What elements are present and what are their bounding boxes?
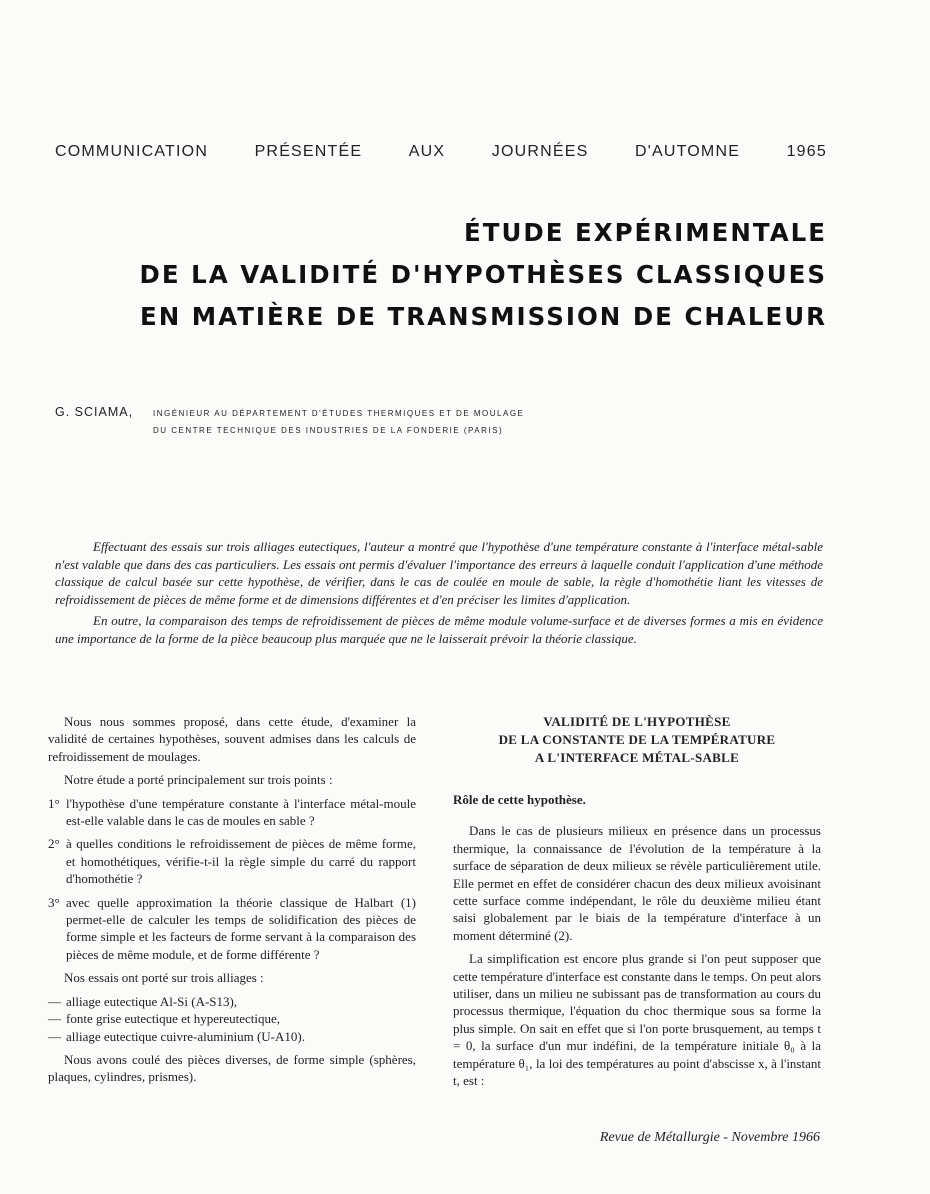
list-item [48, 835, 416, 887]
section-title-line: VALIDITÉ DE L'HYPOTHÈSE [543, 714, 731, 729]
author-name: G. SCIAMA, [55, 405, 134, 419]
closing-paragraph: Nous avons coulé des pièces diverses, de forme simple (sphères, plaques, cylindres, prismes). [48, 1051, 416, 1085]
subsection-title: Rôle de cette hypothèse. [453, 792, 586, 807]
author-block [55, 403, 575, 437]
list-text: l'hypothèse d'une température constante à l'interface métal-moule est-elle valable dans le cas de moules en sable ? [66, 795, 416, 829]
title-line: EN MATIÈRE DE TRANSMISSION DE CHALEUR [139, 302, 827, 331]
points-intro: Notre étude a porté principalement sur trois points : [64, 772, 333, 788]
list-item [48, 993, 416, 1010]
author-affiliation-line: INGÉNIEUR AU DÉPARTEMENT D'ÉTUDES THERMIQUES ET DE MOULAGE [153, 409, 525, 418]
list-item [48, 1028, 416, 1045]
intro-paragraph: Nous nous sommes proposé, dans cette étude, d'examiner la validité de certaines hypothèses, souvent admises dans les calculs de refroidissement de moulages. [48, 714, 416, 764]
body-paragraph: Dans le cas de plusieurs milieux en présence dans un processus thermique, la connaissance de l'évolution de la température à la surface de séparation de deux milieux se révèle particulièrement utile. Elle permet en effet de considérer chacun des deux milieux avoisinant cette surface comme indépendant, le rôle du deuxième milieu étant saisi globalement par le biais de la température d'interface à un moment déterminé (2). [453, 823, 821, 943]
list-dash: — [48, 1011, 61, 1027]
communication-word: AUX [408, 143, 446, 160]
abstract-paragraph: En outre, la comparaison des temps de refroidissement de pièces de même module volume-surface et de diverses formes a mis en évidence une importance de la forme de la pièce beaucoup plus marquée que ne le laisserait prévoir la théorie classique. [55, 613, 823, 646]
right-column [453, 713, 821, 1096]
author-affiliation-line: DU CENTRE TECHNIQUE DES INDUSTRIES DE LA FONDERIE (PARIS) [153, 426, 504, 435]
list-item [48, 1010, 416, 1027]
communication-word: 1965 [786, 143, 827, 160]
left-column [48, 713, 416, 1092]
list-number: 2° [48, 836, 60, 852]
list-text: alliage eutectique cuivre-aluminium (U-A10). [66, 1028, 305, 1044]
abstract [55, 538, 823, 652]
title-line: DE LA VALIDITÉ D'HYPOTHÈSES CLASSIQUES [139, 260, 827, 289]
alloys-intro: Nos essais ont porté sur trois alliages : [64, 970, 264, 986]
list-item [48, 894, 416, 964]
article-title [140, 212, 827, 338]
communication-word: JOURNÉES [491, 143, 589, 160]
list-text: fonte grise eutectique et hypereutectique, [66, 1011, 281, 1027]
list-text: alliage eutectique Al-Si (A-S13), [66, 993, 238, 1009]
title-line: ÉTUDE EXPÉRIMENTALE [464, 218, 827, 247]
list-dash: — [48, 993, 61, 1009]
list-item [48, 795, 416, 830]
communication-word: PRÉSENTÉE [254, 143, 363, 160]
journal-footer: Revue de Métallurgie - Novembre 1966 [599, 1130, 820, 1145]
body-paragraph: La simplification est encore plus grande si l'on peut supposer que cette température d'interface est constante dans le temps. On peut alors utiliser, dans un milieu ne subissant pas de transformation au cours du processus thermique, l'équation du choc thermique sous sa forme la plus simple. On sait en effet que si l'on porte brusquement, au temps t = 0, la surface d'un mur indéfini, de la température initiale θ₀ à la température θ₁, la loi des températures au point d'abscisse x, à l'instant t, est : [453, 951, 821, 1089]
communication-word: COMMUNICATION [55, 143, 209, 160]
list-dash: — [48, 1028, 61, 1044]
section-title [453, 713, 821, 767]
communication-header [55, 143, 827, 161]
list-text: avec quelle approximation la théorie classique de Halbart (1) permet-elle de calculer les temps de solidification des pièces de forme simple et les facteurs de forme servant à la comparaison des pièces de même module, et de forme différente ? [66, 894, 416, 962]
list-number: 1° [48, 795, 60, 811]
list-text: à quelles conditions le refroidissement de pièces de même forme, et homothétiques, vérifie-t-il la règle simple du carré du rapport d'homothétie ? [66, 836, 416, 887]
abstract-paragraph: Effectuant des essais sur trois alliages eutectiques, l'auteur a montré que l'hypothèse d'une température constante à l'interface métal-sable n'est valable que dans des cas particuliers. Les essais ont permis d'évaluer l'importance des erreurs à laquelle conduit l'application d'une méthode classique de calcul basée sur cette hypothèse, de vérifier, dans le cas de coulée en moule de sable, la règle d'homothétie liant les vitesses de refroidissement de pièces de même forme et de dimensions différentes et d'en préciser les limites d'application. [55, 539, 823, 607]
section-title-line: A L'INTERFACE MÉTAL-SABLE [534, 750, 740, 765]
list-number: 3° [48, 894, 60, 910]
communication-word: D'AUTOMNE [634, 143, 741, 160]
section-title-line: DE LA CONSTANTE DE LA TEMPÉRATURE [498, 732, 776, 747]
